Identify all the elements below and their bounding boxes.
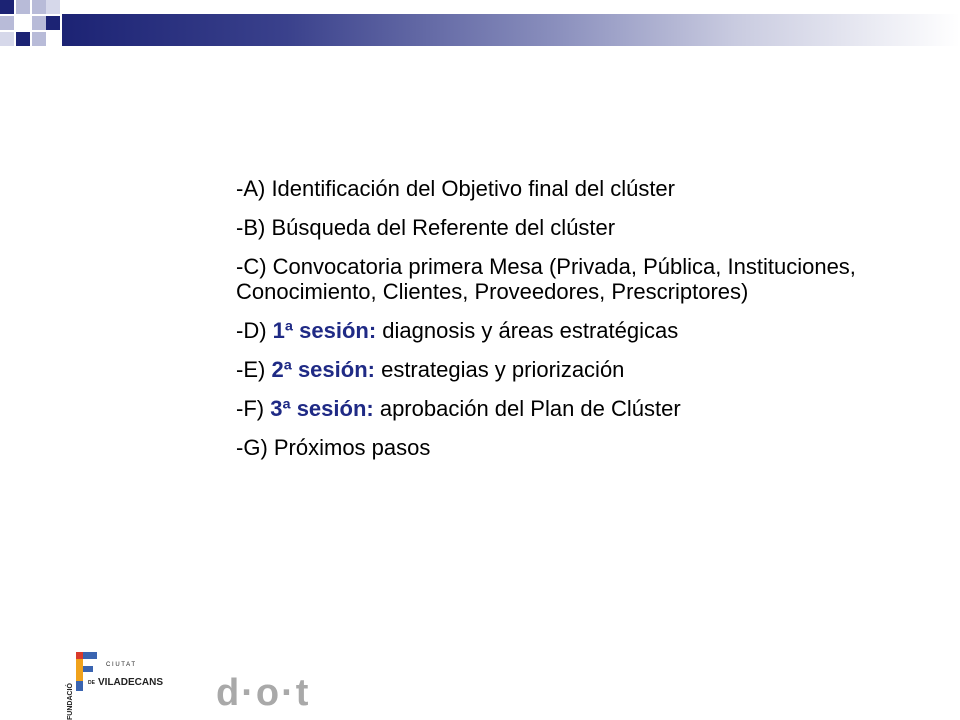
agenda-item-g: -G) Próximos pasos: [236, 435, 431, 460]
header-gradient-bar: [62, 14, 960, 46]
agenda-item-b: -B) Búsqueda del Referente del clúster: [236, 215, 616, 240]
deco-square: [0, 32, 14, 46]
agenda-item-c: -C) Convocatoria primera Mesa (Privada, Pública, Instituciones, Conocimiento, Clientes, Proveedores, Prescriptores): [236, 254, 856, 304]
deco-square: [32, 32, 46, 46]
agenda-item-d: -D) 1ª sesión: diagnosis y áreas estratégicas: [236, 318, 679, 343]
agenda-item-f: -F) 3ª sesión: aprobación del Plan de Clúster: [236, 396, 681, 421]
logo-ciutat: C I U T A T: [106, 662, 136, 668]
logo-de: DE: [88, 680, 95, 686]
deco-square: [16, 32, 30, 46]
deco-square: [0, 16, 14, 30]
session-label: 3ª sesión:: [270, 396, 374, 421]
dot-logo: [214, 672, 334, 712]
deco-square: [0, 0, 14, 14]
agenda-item-e: -E) 2ª sesión: estrategias y priorización: [236, 357, 625, 382]
dot-logo-text: d·o·t: [216, 672, 311, 712]
deco-square: [46, 0, 60, 14]
logo-vertical-text: FUNDACIÓ: [67, 683, 74, 720]
deco-square: [16, 0, 30, 14]
logo-viladecans: VILADECANS: [98, 677, 164, 688]
header-decoration: [0, 0, 960, 60]
session-label: 2ª sesión:: [271, 357, 375, 382]
deco-square: [32, 16, 46, 30]
agenda-list: [236, 176, 876, 474]
session-label: 1ª sesión:: [272, 318, 377, 343]
fundacio-viladecans-logo: [62, 650, 182, 720]
agenda-item-a: -A) Identificación del Objetivo final del clúster: [236, 176, 675, 201]
deco-square: [46, 16, 60, 30]
deco-square: [32, 0, 46, 14]
